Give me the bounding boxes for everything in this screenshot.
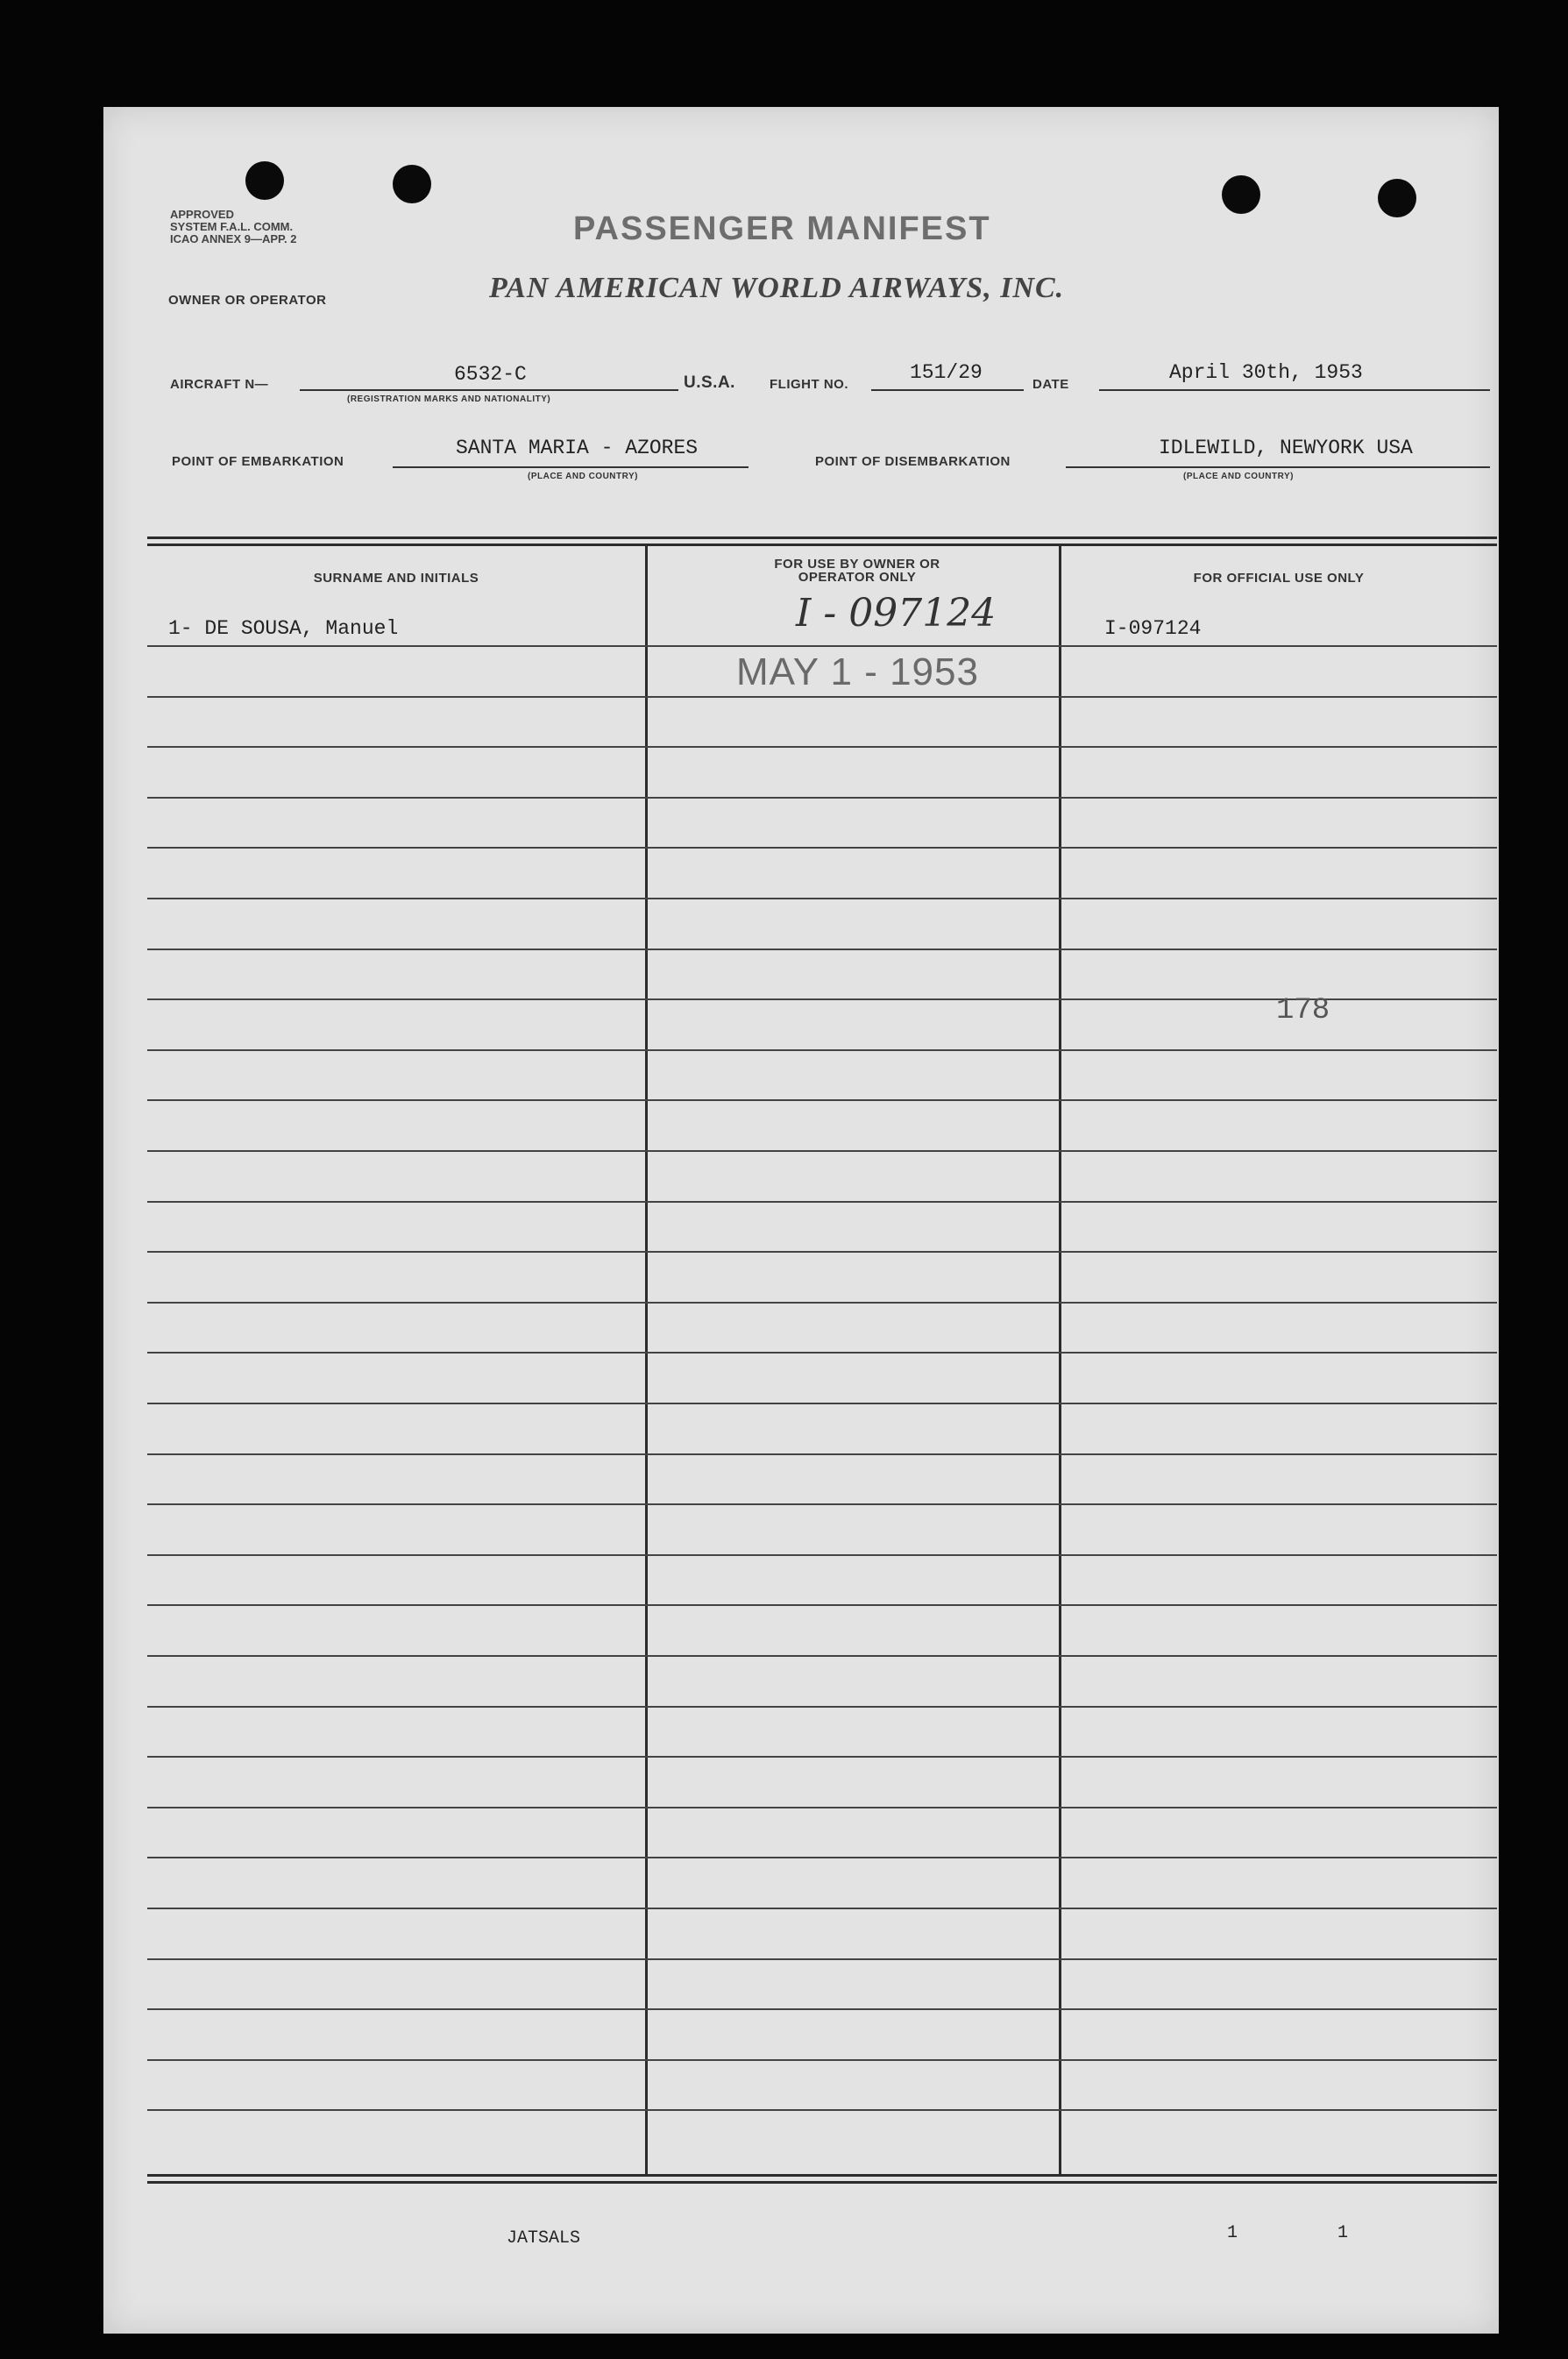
table-row-rule xyxy=(147,1201,1497,1203)
nationality: U.S.A. xyxy=(684,373,735,392)
disembark-sublabel: (PLACE AND COUNTRY) xyxy=(1183,472,1294,481)
table-row-rule xyxy=(147,2008,1497,2010)
flight-value: 151/29 xyxy=(910,361,983,384)
table-row-rule xyxy=(147,2059,1497,2061)
table-row-rule xyxy=(147,746,1497,748)
table-row-rule xyxy=(147,1099,1497,1101)
table-row-rule xyxy=(147,1958,1497,1960)
column-divider xyxy=(1059,544,1061,2176)
approval-note xyxy=(170,209,297,245)
flight-underline xyxy=(871,389,1024,391)
punch-hole xyxy=(1222,175,1260,214)
manifest-page xyxy=(103,107,1499,2334)
table-row-rule xyxy=(147,1756,1497,1758)
page-number: 1 xyxy=(1227,2223,1238,2243)
aircraft-label: AIRCRAFT N— xyxy=(170,377,269,392)
table-row-rule xyxy=(147,2109,1497,2111)
column-divider xyxy=(645,544,648,2176)
disembark-label: POINT OF DISEMBARKATION xyxy=(815,454,1011,469)
table-row-rule xyxy=(147,1352,1497,1354)
table-row-rule xyxy=(147,1554,1497,1556)
date-label: DATE xyxy=(1032,377,1069,392)
aircraft-sublabel: (REGISTRATION MARKS AND NATIONALITY) xyxy=(347,394,551,404)
table-row-rule xyxy=(147,1908,1497,1909)
table-row-rule xyxy=(147,1604,1497,1606)
embark-sublabel: (PLACE AND COUNTRY) xyxy=(528,472,638,481)
table-bottom-rule xyxy=(147,2174,1497,2177)
operator-entry: I - 097124 xyxy=(796,591,997,636)
table-row-rule xyxy=(147,1150,1497,1152)
table-row-rule xyxy=(147,1251,1497,1253)
aircraft-underline xyxy=(300,389,678,391)
approval-line: SYSTEM F.A.L. COMM. xyxy=(170,220,294,233)
table-row-rule xyxy=(147,949,1497,950)
column-header-official: FOR OFFICIAL USE ONLY xyxy=(1193,571,1365,586)
table-row-rule xyxy=(147,1503,1497,1505)
embark-value: SANTA MARIA - AZORES xyxy=(456,437,699,459)
table-row-rule xyxy=(147,847,1497,849)
date-stamp: MAY 1 - 1953 xyxy=(736,650,979,693)
column-header-operator: FOR USE BY OWNER OR OPERATOR ONLY xyxy=(774,557,940,585)
table-row-rule xyxy=(147,898,1497,899)
owner-label: OWNER OR OPERATOR xyxy=(168,293,327,308)
table-row-rule xyxy=(147,1807,1497,1808)
disembark-underline xyxy=(1066,466,1490,468)
pencil-number: 178 xyxy=(1276,994,1330,1027)
date-underline xyxy=(1099,389,1490,391)
punch-hole xyxy=(393,165,431,203)
approval-line: ICAO ANNEX 9—APP. 2 xyxy=(170,232,297,245)
signature: JATSALS xyxy=(507,2228,581,2249)
embark-label: POINT OF EMBARKATION xyxy=(172,454,344,469)
passenger-name: 1- DE SOUSA, Manuel xyxy=(168,617,399,640)
table-row-rule xyxy=(147,1049,1497,1051)
table-row-rule xyxy=(147,1655,1497,1657)
table-row-rule xyxy=(147,1706,1497,1708)
table-row-rule xyxy=(147,1403,1497,1404)
table-top-rule xyxy=(147,544,1497,546)
table-row-rule xyxy=(147,1302,1497,1304)
date-value: April 30th, 1953 xyxy=(1169,361,1363,384)
punch-hole xyxy=(245,161,284,200)
aircraft-value: 6532-C xyxy=(454,363,527,386)
disembark-value: IDLEWILD, NEWYORK USA xyxy=(1159,437,1413,459)
page-total: 1 xyxy=(1337,2223,1349,2243)
approval-line: APPROVED xyxy=(170,208,234,221)
table-row-rule xyxy=(147,696,1497,698)
table-row-rule xyxy=(147,645,1497,647)
column-header-name: SURNAME AND INITIALS xyxy=(313,571,479,586)
table-row-rule xyxy=(147,797,1497,799)
official-entry: I-097124 xyxy=(1104,617,1202,640)
page-title: PASSENGER MANIFEST xyxy=(573,210,991,247)
table-top-rule xyxy=(147,536,1497,539)
table-bottom-rule xyxy=(147,2181,1497,2184)
embark-underline xyxy=(393,466,749,468)
table-row-rule xyxy=(147,1453,1497,1455)
flight-label: FLIGHT NO. xyxy=(770,377,848,392)
table-row-rule xyxy=(147,1857,1497,1858)
punch-hole xyxy=(1378,179,1416,217)
operator-name: PAN AMERICAN WORLD AIRWAYS, INC. xyxy=(489,272,1065,304)
